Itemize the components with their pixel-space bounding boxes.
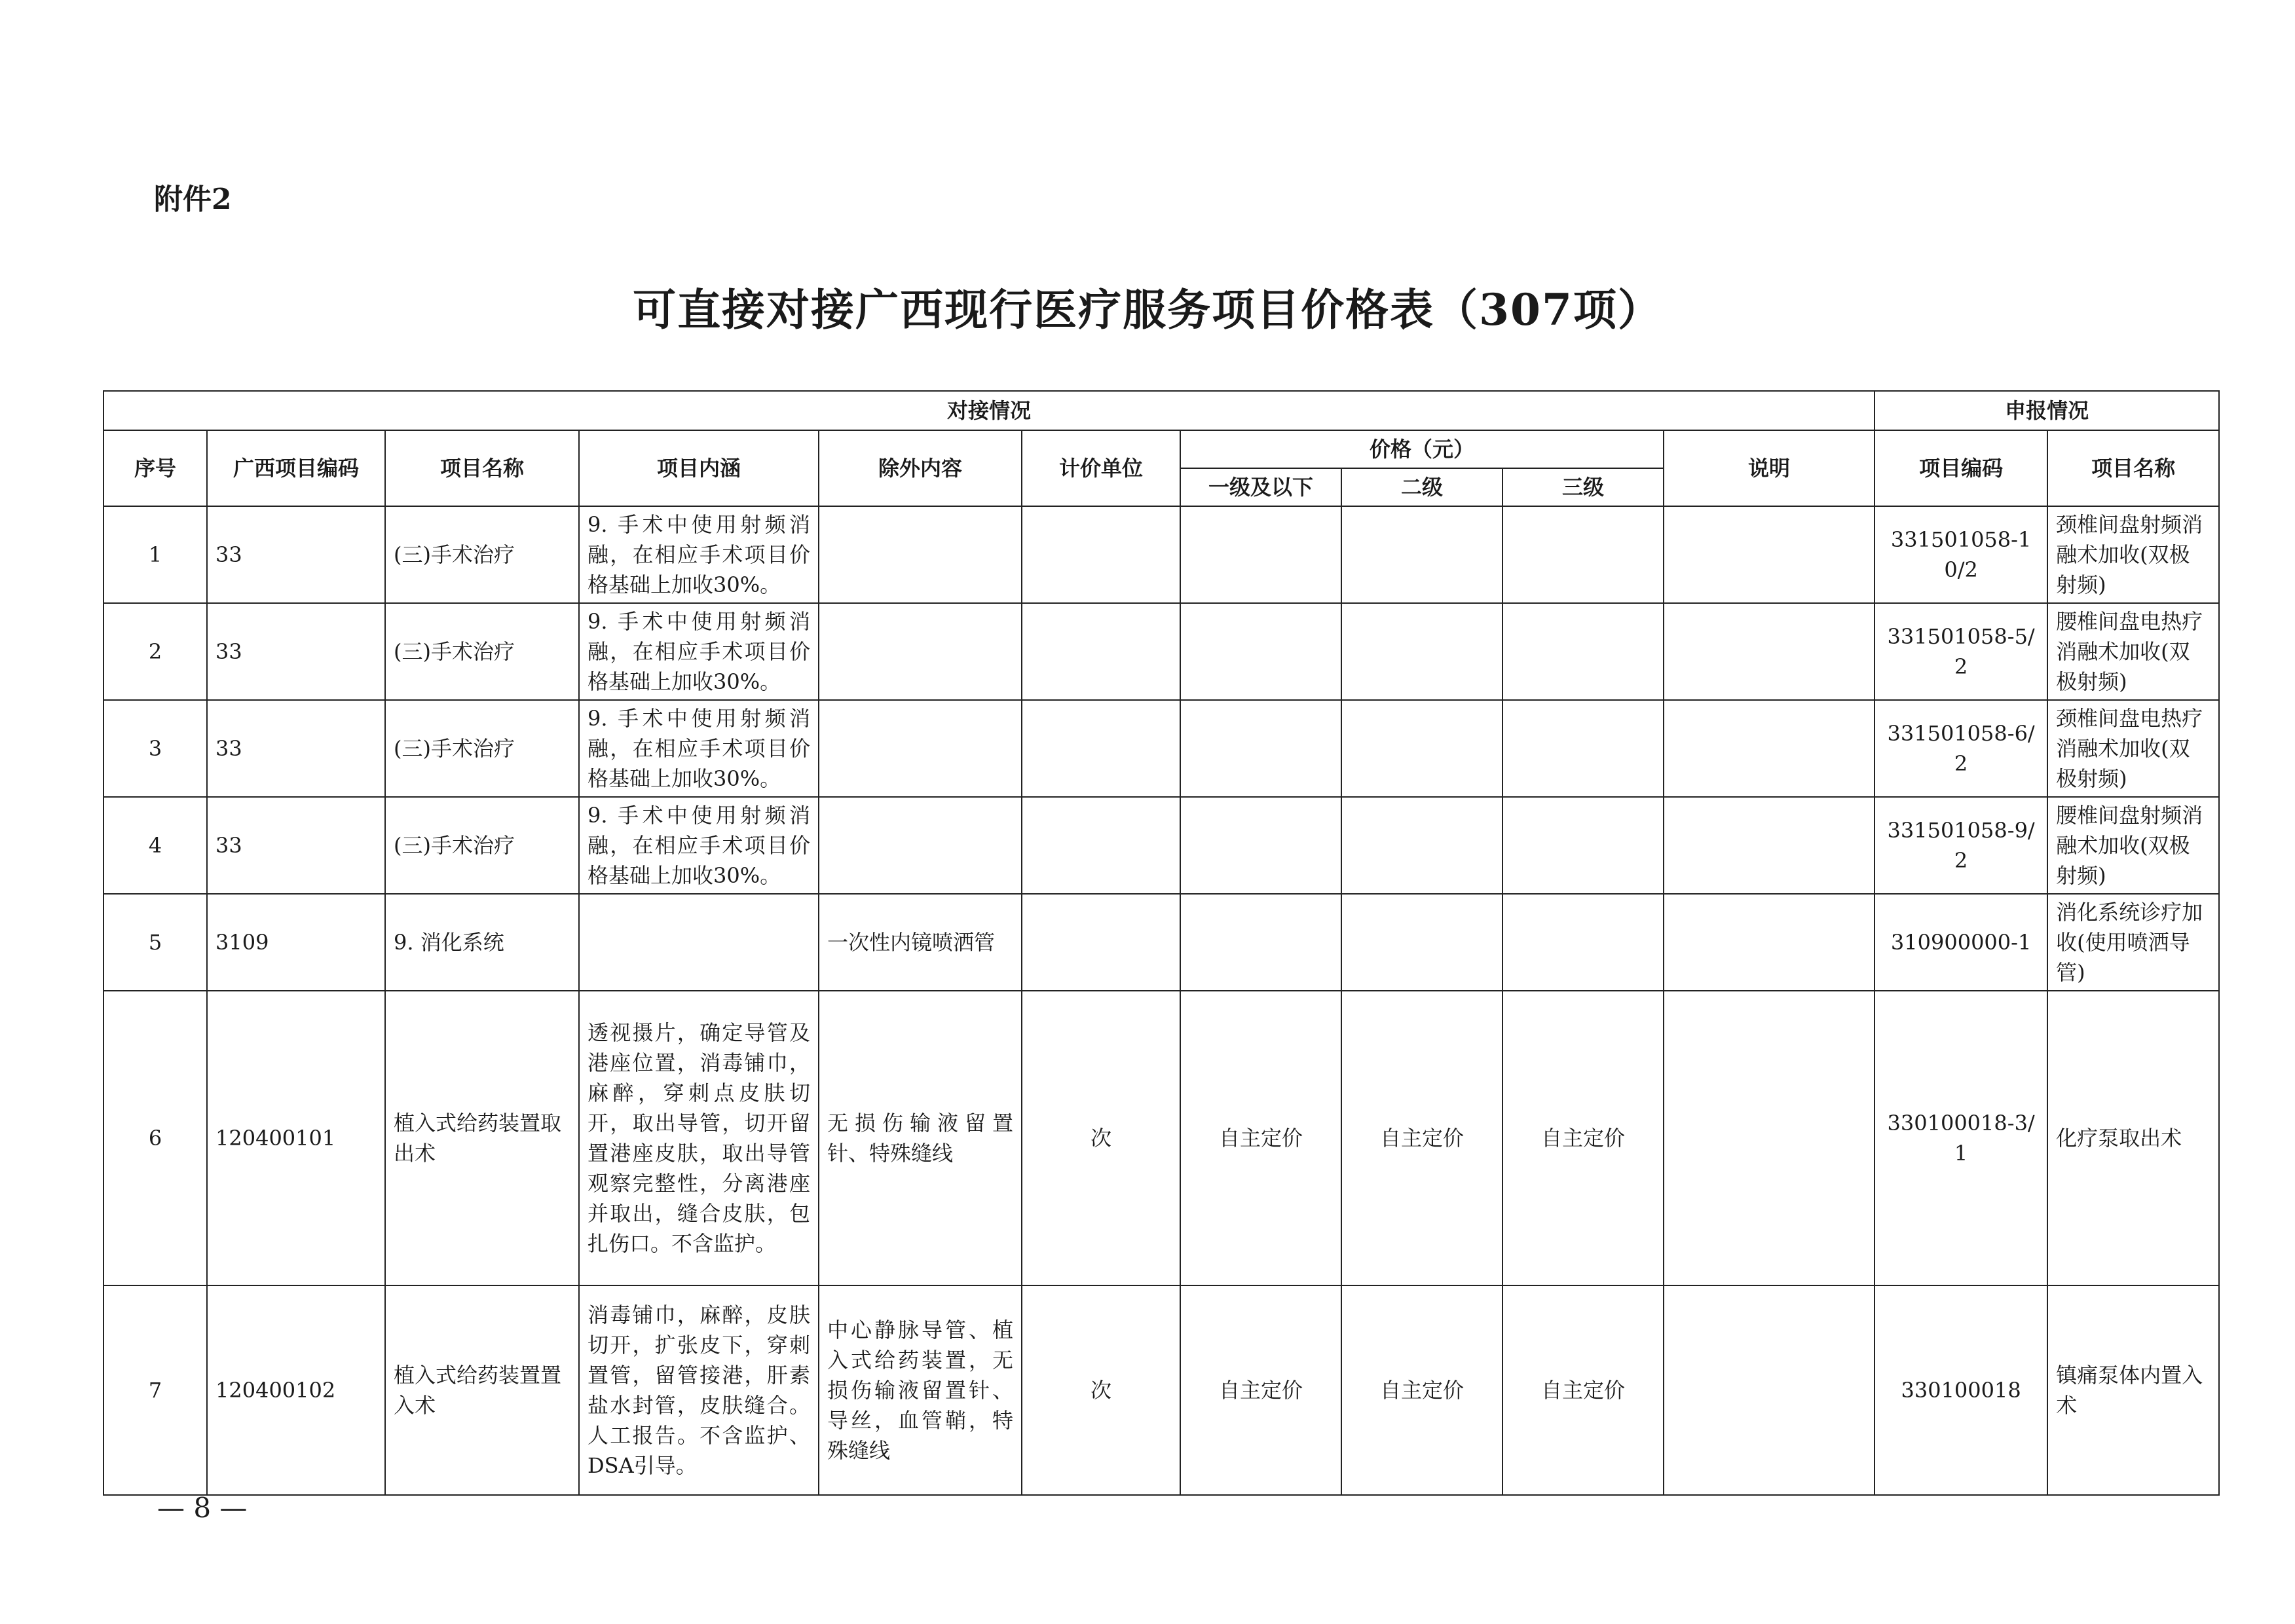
- page-title: 可直接对接广西现行医疗服务项目价格表（307项）: [633, 284, 1662, 335]
- cell-price-level2: [1341, 506, 1502, 603]
- cell-exclusions: [819, 797, 1022, 894]
- cell-price-level1: [1180, 506, 1341, 603]
- cell-exclusions: [819, 506, 1022, 603]
- header-seq: 序号: [103, 430, 207, 506]
- cell-note: [1664, 700, 1875, 797]
- header-level1: 一级及以下: [1180, 468, 1341, 506]
- header-connotation: 项目内涵: [579, 430, 819, 506]
- cell-item-name: (三)手术治疗: [385, 603, 579, 700]
- cell-item-name: (三)手术治疗: [385, 506, 579, 603]
- table-row: [103, 506, 2219, 603]
- header-unit: 计价单位: [1022, 430, 1180, 506]
- cell-item-name: 植入式给药装置取出术: [385, 991, 579, 1285]
- cell-decl-code: 331501058-9/2: [1875, 797, 2047, 894]
- cell-price-level3: [1502, 700, 1664, 797]
- cell-decl-code: 330100018-3/1: [1875, 991, 2047, 1285]
- cell-seq: 1: [103, 506, 207, 603]
- cell-gx-code: 33: [207, 700, 385, 797]
- cell-seq: 4: [103, 797, 207, 894]
- cell-decl-name: 镇痛泵体内置入术: [2047, 1285, 2219, 1495]
- cell-unit: [1022, 797, 1180, 894]
- header-decl-code: 项目编码: [1875, 430, 2047, 506]
- cell-decl-name: 腰椎间盘电热疗消融术加收(双极射频): [2047, 603, 2219, 700]
- header-note: 说明: [1664, 430, 1875, 506]
- cell-seq: 6: [103, 991, 207, 1285]
- cell-unit: [1022, 506, 1180, 603]
- cell-connotation: 消毒铺巾，麻醉，皮肤切开，扩张皮下，穿刺置管，留管接港，肝素盐水封管，皮肤缝合。人工报告。不含监护、DSA引导。: [579, 1285, 819, 1495]
- table-row: [103, 603, 2219, 700]
- cell-price-level1: [1180, 797, 1341, 894]
- cell-gx-code: 33: [207, 603, 385, 700]
- cell-exclusions: 无损伤输液留置针、特殊缝线: [819, 991, 1022, 1285]
- cell-decl-code: 331501058-6/2: [1875, 700, 2047, 797]
- cell-connotation: 9. 手术中使用射频消融，在相应手术项目价格基础上加收30%。: [579, 506, 819, 603]
- table-row: [103, 894, 2219, 991]
- cell-seq: 7: [103, 1285, 207, 1495]
- table-row: [103, 700, 2219, 797]
- header-gx-code: 广西项目编码: [207, 430, 385, 506]
- cell-note: [1664, 894, 1875, 991]
- table-row: [103, 797, 2219, 894]
- header-item-name: 项目名称: [385, 430, 579, 506]
- cell-exclusions: [819, 603, 1022, 700]
- cell-decl-name: 颈椎间盘电热疗消融术加收(双极射频): [2047, 700, 2219, 797]
- cell-connotation: 9. 手术中使用射频消融，在相应手术项目价格基础上加收30%。: [579, 700, 819, 797]
- header-exclusions: 除外内容: [819, 430, 1022, 506]
- cell-seq: 2: [103, 603, 207, 700]
- cell-connotation: [579, 894, 819, 991]
- cell-decl-name: 腰椎间盘射频消融术加收(双极射频): [2047, 797, 2219, 894]
- cell-unit: [1022, 894, 1180, 991]
- cell-decl-code: 331501058-10/2: [1875, 506, 2047, 603]
- cell-price-level3: [1502, 603, 1664, 700]
- header-group-declared: 申报情况: [1875, 391, 2219, 430]
- header-level3: 三级: [1502, 468, 1664, 506]
- cell-note: [1664, 797, 1875, 894]
- cell-note: [1664, 1285, 1875, 1495]
- cell-unit: 次: [1022, 1285, 1180, 1495]
- cell-price-level2: [1341, 894, 1502, 991]
- cell-unit: [1022, 603, 1180, 700]
- cell-exclusions: 一次性内镜喷洒管: [819, 894, 1022, 991]
- cell-seq: 5: [103, 894, 207, 991]
- cell-price-level1: [1180, 894, 1341, 991]
- cell-seq: 3: [103, 700, 207, 797]
- cell-price-level3: [1502, 506, 1664, 603]
- cell-gx-code: 33: [207, 797, 385, 894]
- table-row: [103, 991, 2219, 1285]
- cell-price-level1: [1180, 603, 1341, 700]
- cell-price-level1: 自主定价: [1180, 991, 1341, 1285]
- cell-price-level2: [1341, 700, 1502, 797]
- cell-gx-code: 33: [207, 506, 385, 603]
- page-number: — 8 —: [157, 1492, 248, 1524]
- cell-note: [1664, 991, 1875, 1285]
- cell-gx-code: 120400102: [207, 1285, 385, 1495]
- cell-price-level3: [1502, 894, 1664, 991]
- cell-connotation: 9. 手术中使用射频消融，在相应手术项目价格基础上加收30%。: [579, 603, 819, 700]
- cell-price-level1: 自主定价: [1180, 1285, 1341, 1495]
- header-level2: 二级: [1341, 468, 1502, 506]
- cell-decl-code: 330100018: [1875, 1285, 2047, 1495]
- cell-gx-code: 120400101: [207, 991, 385, 1285]
- cell-price-level2: [1341, 797, 1502, 894]
- cell-item-name: (三)手术治疗: [385, 797, 579, 894]
- cell-decl-code: 331501058-5/2: [1875, 603, 2047, 700]
- cell-exclusions: 中心静脉导管、植入式给药装置，无损伤输液留置针、导丝，血管鞘，特殊缝线: [819, 1285, 1022, 1495]
- cell-item-name: 9. 消化系统: [385, 894, 579, 991]
- cell-decl-name: 消化系统诊疗加收(使用喷洒导管): [2047, 894, 2219, 991]
- cell-price-level3: [1502, 797, 1664, 894]
- cell-price-level2: 自主定价: [1341, 1285, 1502, 1495]
- cell-connotation: 透视摄片，确定导管及港座位置，消毒铺巾，麻醉，穿刺点皮肤切开，取出导管，切开留置港座皮肤，取出导管观察完整性，分离港座并取出，缝合皮肤，包扎伤口。不含监护。: [579, 991, 819, 1285]
- cell-note: [1664, 603, 1875, 700]
- cell-price-level3: 自主定价: [1502, 1285, 1664, 1495]
- cell-price-level3: 自主定价: [1502, 991, 1664, 1285]
- cell-unit: [1022, 700, 1180, 797]
- cell-decl-code: 310900000-1: [1875, 894, 2047, 991]
- cell-price-level1: [1180, 700, 1341, 797]
- attachment-label: 附件2: [154, 183, 232, 216]
- cell-item-name: 植入式给药装置置入术: [385, 1285, 579, 1495]
- price-table: [103, 390, 2220, 1496]
- cell-decl-name: 颈椎间盘射频消融术加收(双极射频): [2047, 506, 2219, 603]
- header-decl-name: 项目名称: [2047, 430, 2219, 506]
- header-group-matching: 对接情况: [103, 391, 1875, 430]
- cell-note: [1664, 506, 1875, 603]
- cell-decl-name: 化疗泵取出术: [2047, 991, 2219, 1285]
- cell-unit: 次: [1022, 991, 1180, 1285]
- table-row: [103, 1285, 2219, 1495]
- cell-price-level2: 自主定价: [1341, 991, 1502, 1285]
- cell-exclusions: [819, 700, 1022, 797]
- cell-price-level2: [1341, 603, 1502, 700]
- cell-connotation: 9. 手术中使用射频消融，在相应手术项目价格基础上加收30%。: [579, 797, 819, 894]
- cell-gx-code: 3109: [207, 894, 385, 991]
- header-price: 价格（元）: [1180, 430, 1664, 468]
- cell-item-name: (三)手术治疗: [385, 700, 579, 797]
